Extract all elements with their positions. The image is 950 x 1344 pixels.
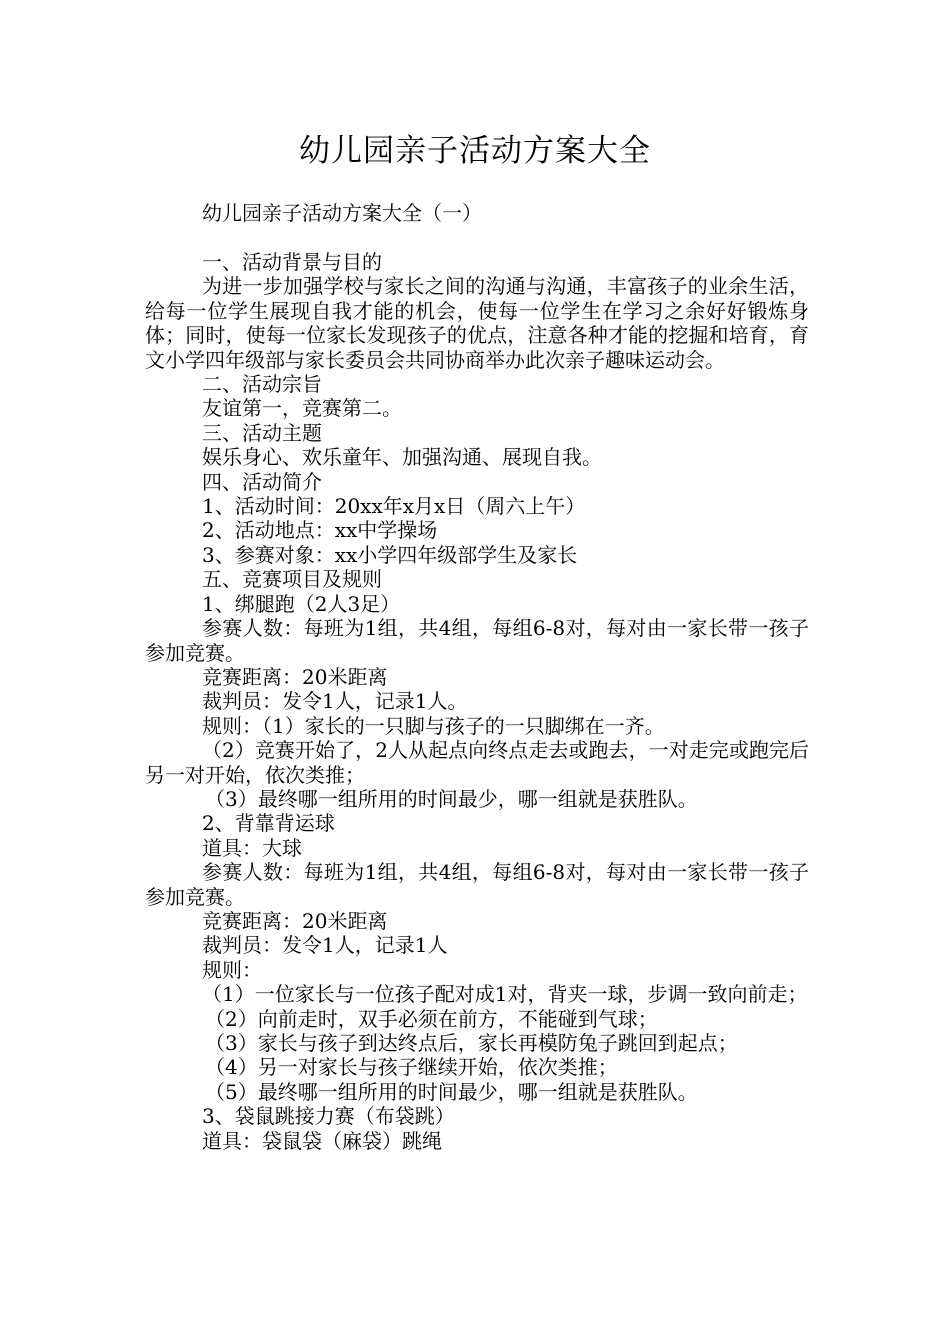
paragraph: （3）家长与孩子到达终点后，家长再模防兔子跳回到起点； [205,1031,738,1055]
document-body [145,250,809,1153]
paragraph: 竞赛距离：20米距离 [202,664,388,689]
paragraph: 规则： [202,957,262,982]
paragraph: 道具：大球 [202,835,302,860]
paragraph: 2、活动地点：xx中学操场 [202,518,438,543]
paragraph: （5）最终哪一组所用的时间最少，哪一组就是获胜队。 [205,1079,698,1104]
paragraph: 参赛人数：每班为1组，共4组，每组6-8对，每对由一家长带一孩子参加竞赛。 [145,616,809,665]
paragraph: 二、活动宗旨 [202,372,322,397]
paragraph: 四、活动简介 [202,469,322,494]
paragraph: 1、绑腿跑（2人3足） [202,591,401,616]
paragraph: （1）一位家长与一位孩子配对成1对，背夹一球，步调一致向前走； [202,982,808,1007]
paragraph: 道具：袋鼠袋（麻袋）跳绳 [202,1128,442,1153]
paragraph: 娱乐身心、欢乐童年、加强沟通、展现自我。 [202,445,602,470]
paragraph: （2）向前走时，双手必须在前方，不能碰到气球； [205,1006,658,1031]
paragraph: 2、背靠背运球 [202,811,335,836]
paragraph: 竞赛距离：20米距离 [202,908,388,933]
paragraph: 参赛人数：每班为1组，共4组，每组6-8对，每对由一家长带一孩子参加竞赛。 [145,860,809,909]
document-title: 幼儿园亲子活动方案大全 [299,133,651,169]
paragraph: 为进一步加强学校与家长之间的沟通与沟通，丰富孩子的业余生活，给每一位学生展现自我才能的机会，使每一位学生在学习之余好好锻炼身体；同时，使每一位家长发现孩子的优点，注意各种才能的挖掘和培育，育文小学四年级部与家长委员会共同协商举办此次亲子趣味运动会。 [145,274,809,372]
paragraph: 五、竞赛项目及规则 [202,567,382,592]
paragraph: 裁判员：发令1人，记录1人。 [202,689,468,714]
paragraph: 友谊第一，竞赛第二。 [202,396,402,421]
paragraph: （3）最终哪一组所用的时间最少，哪一组就是获胜队。 [205,786,698,811]
document-subtitle: 幼儿园亲子活动方案大全（一） [202,201,482,225]
paragraph: 三、活动主题 [202,420,322,445]
paragraph: （4）另一对家长与孩子继续开始，依次类推； [205,1055,618,1080]
paragraph: 1、活动时间：20xx年x月x日（周六上午） [202,494,586,519]
paragraph: 一、活动背景与目的 [202,250,382,274]
paragraph: 规则：（1）家长的一只脚与孩子的一只脚绑在一齐。 [202,713,665,738]
paragraph: 3、参赛对象：xx小学四年级部学生及家长 [202,542,578,567]
paragraph: （2）竞赛开始了，2人从起点向终点走去或跑去，一对走完或跑完后另一对开始，依次类推； [145,738,809,787]
paragraph: 3、袋鼠跳接力赛（布袋跳） [202,1104,455,1129]
paragraph: 裁判员：发令1人，记录1人 [202,933,448,958]
